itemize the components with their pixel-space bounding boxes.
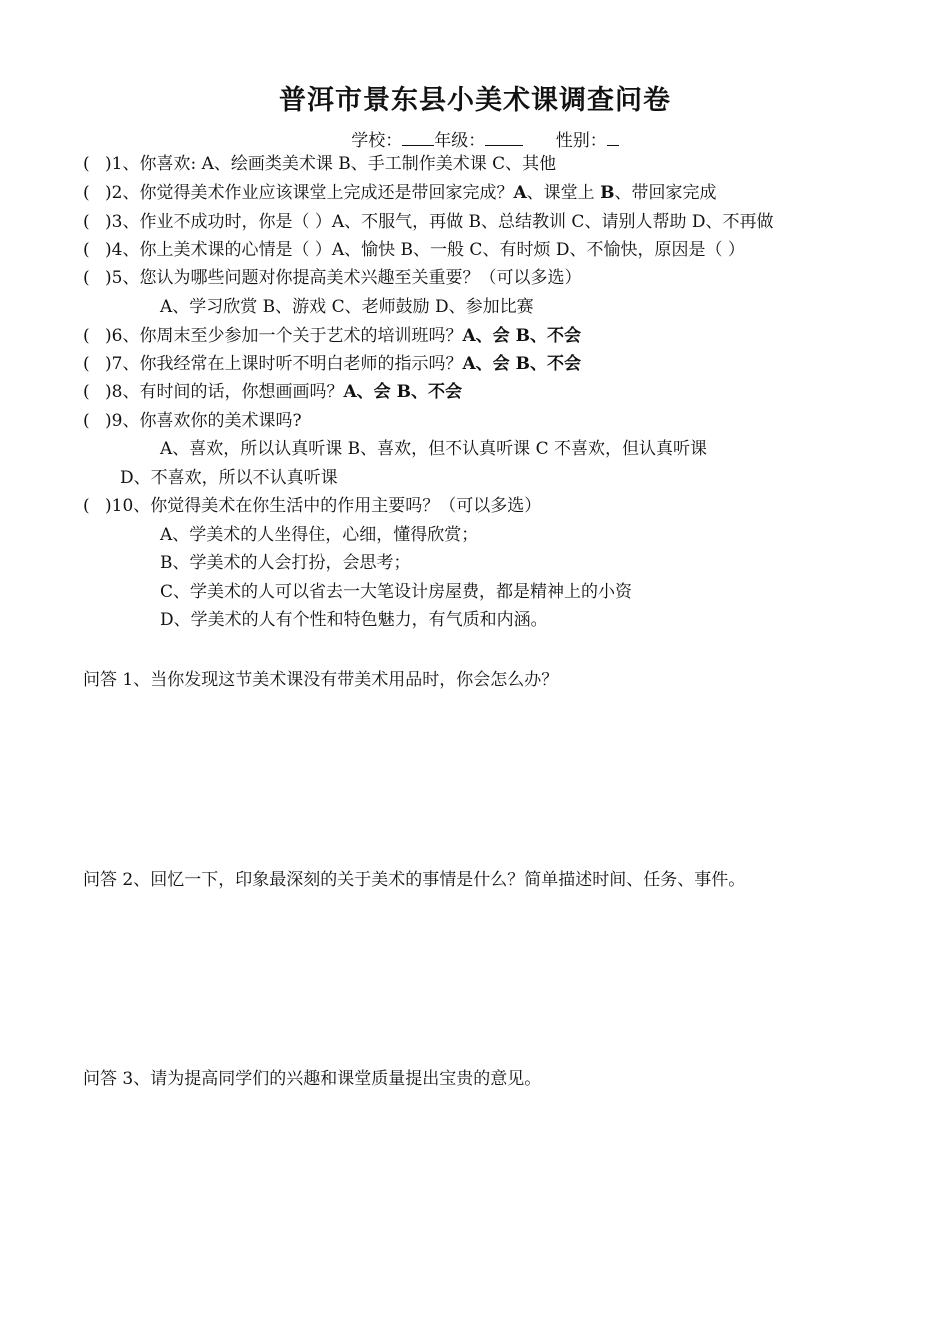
question-text: 3、作业不成功时，你是（ ）A、不服气，再做 B、总结教训 C、请别人帮助 D、不再做 [111, 212, 774, 232]
question-4: ( )4、你上美术课的心情是（ ）A、愉快 B、一般 C、有时烦 D、不愉快，原因是（ ） [83, 240, 745, 260]
question-10-option-a: A、学美术的人坐得住，心细，懂得欣赏； [160, 525, 479, 545]
option-a-letter: A [513, 183, 527, 203]
school-field[interactable] [402, 130, 434, 146]
question-5-options: A、学习欣赏 B、游戏 C、老师鼓励 D、参加比赛 [160, 297, 534, 317]
answer-slot[interactable]: ( [83, 212, 90, 232]
question-options: A、会 B、不会 [462, 354, 581, 374]
question-3: ( )3、作业不成功时，你是（ ）A、不服气，再做 B、总结教训 C、请别人帮助 D、不再做 [83, 212, 774, 232]
page-title: 普洱市景东县小美术课调查问卷 [279, 85, 671, 116]
question-5: ( )5、您认为哪些问题对你提高美术兴趣至关重要？（可以多选） [83, 268, 582, 288]
option-b-letter: B [600, 183, 615, 203]
question-text: 8、有时间的话，你想画画吗？ [111, 382, 344, 402]
question-10-option-c: C、学美术的人可以省去一大笔设计房屋费，都是精神上的小资 [160, 582, 633, 602]
student-info-line [0, 126, 950, 151]
answer-slot[interactable]: ( [83, 354, 90, 374]
answer-slot[interactable]: ( [83, 382, 90, 402]
question-1: ( )1、你喜欢: A、绘画类美术课 B、手工制作美术课 C、其他 [83, 154, 557, 174]
question-9-options-1: A、喜欢，所以认真听课 B、喜欢，但不认真听课 C 不喜欢，但认真听课 [160, 439, 707, 459]
question-text: 7、你我经常在上课时听不明白老师的指示吗？ [111, 354, 463, 374]
question-10: ( )10、你觉得美术在你生活中的作用主要吗？（可以多选） [83, 496, 542, 516]
question-text: 4、你上美术课的心情是（ ）A、愉快 B、一般 C、有时烦 D、不愉快，原因是（ ） [111, 240, 745, 260]
gender-field[interactable] [607, 130, 619, 146]
question-text: 10、你觉得美术在你生活中的作用主要吗？（可以多选） [111, 496, 542, 516]
answer-slot[interactable]: ( [83, 240, 90, 260]
question-7: ( )7、你我经常在上课时听不明白老师的指示吗？A、会 B、不会 [83, 354, 581, 374]
question-2: ( )2、你觉得美术作业应该课堂上完成还是带回家完成？A、课堂上 B、带回家完成 [83, 183, 717, 203]
option-a-text: 、课堂上 [526, 183, 601, 203]
question-10-option-b: B、学美术的人会打扮，会思考； [160, 553, 411, 573]
question-text: 9、你喜欢你的美术课吗? [111, 411, 302, 431]
question-6: ( )6、你周末至少参加一个关于艺术的培训班吗？A、会 B、不会 [83, 326, 581, 346]
answer-slot[interactable]: ( [83, 154, 90, 174]
answer-slot[interactable]: ( [83, 183, 90, 203]
question-text: 6、你周末至少参加一个关于艺术的培训班吗？ [111, 326, 463, 346]
open-question-3: 问答 3、请为提高同学们的兴趣和课堂质量提出宝贵的意见。 [83, 1069, 542, 1089]
answer-slot[interactable]: ( [83, 326, 90, 346]
question-text: 5、您认为哪些问题对你提高美术兴趣至关重要？（可以多选） [111, 268, 582, 288]
answer-slot[interactable]: ( [83, 411, 90, 431]
open-question-1: 问答 1、当你发现这节美术课没有带美术用品时，你会怎么办？ [83, 670, 559, 690]
open-question-2: 问答 2、回忆一下，印象最深刻的关于美术的事情是什么？简单描述时间、任务、事件。 [83, 870, 746, 890]
grade-label: 年级： [434, 131, 486, 151]
school-label: 学校： [351, 131, 403, 151]
question-8: ( )8、有时间的话，你想画画吗？A、会 B、不会 [83, 382, 462, 402]
answer-slot[interactable]: ( [83, 268, 90, 288]
question-text: 2、你觉得美术作业应该课堂上完成还是带回家完成？ [111, 183, 514, 203]
answer-slot[interactable]: ( [83, 496, 90, 516]
option-b-text: 、带回家完成 [614, 183, 717, 203]
question-options: A、会 B、不会 [462, 326, 581, 346]
question-options: A、会 B、不会 [343, 382, 462, 402]
question-text: 1、你喜欢: A、绘画类美术课 B、手工制作美术课 C、其他 [111, 154, 557, 174]
question-10-option-d: D、学美术的人有个性和特色魅力，有气质和内涵。 [160, 610, 548, 630]
question-9-options-2: D、不喜欢，所以不认真听课 [120, 468, 338, 488]
question-9: ( )9、你喜欢你的美术课吗? [83, 411, 302, 431]
gender-label: 性别： [555, 131, 607, 151]
grade-field[interactable] [485, 130, 523, 146]
